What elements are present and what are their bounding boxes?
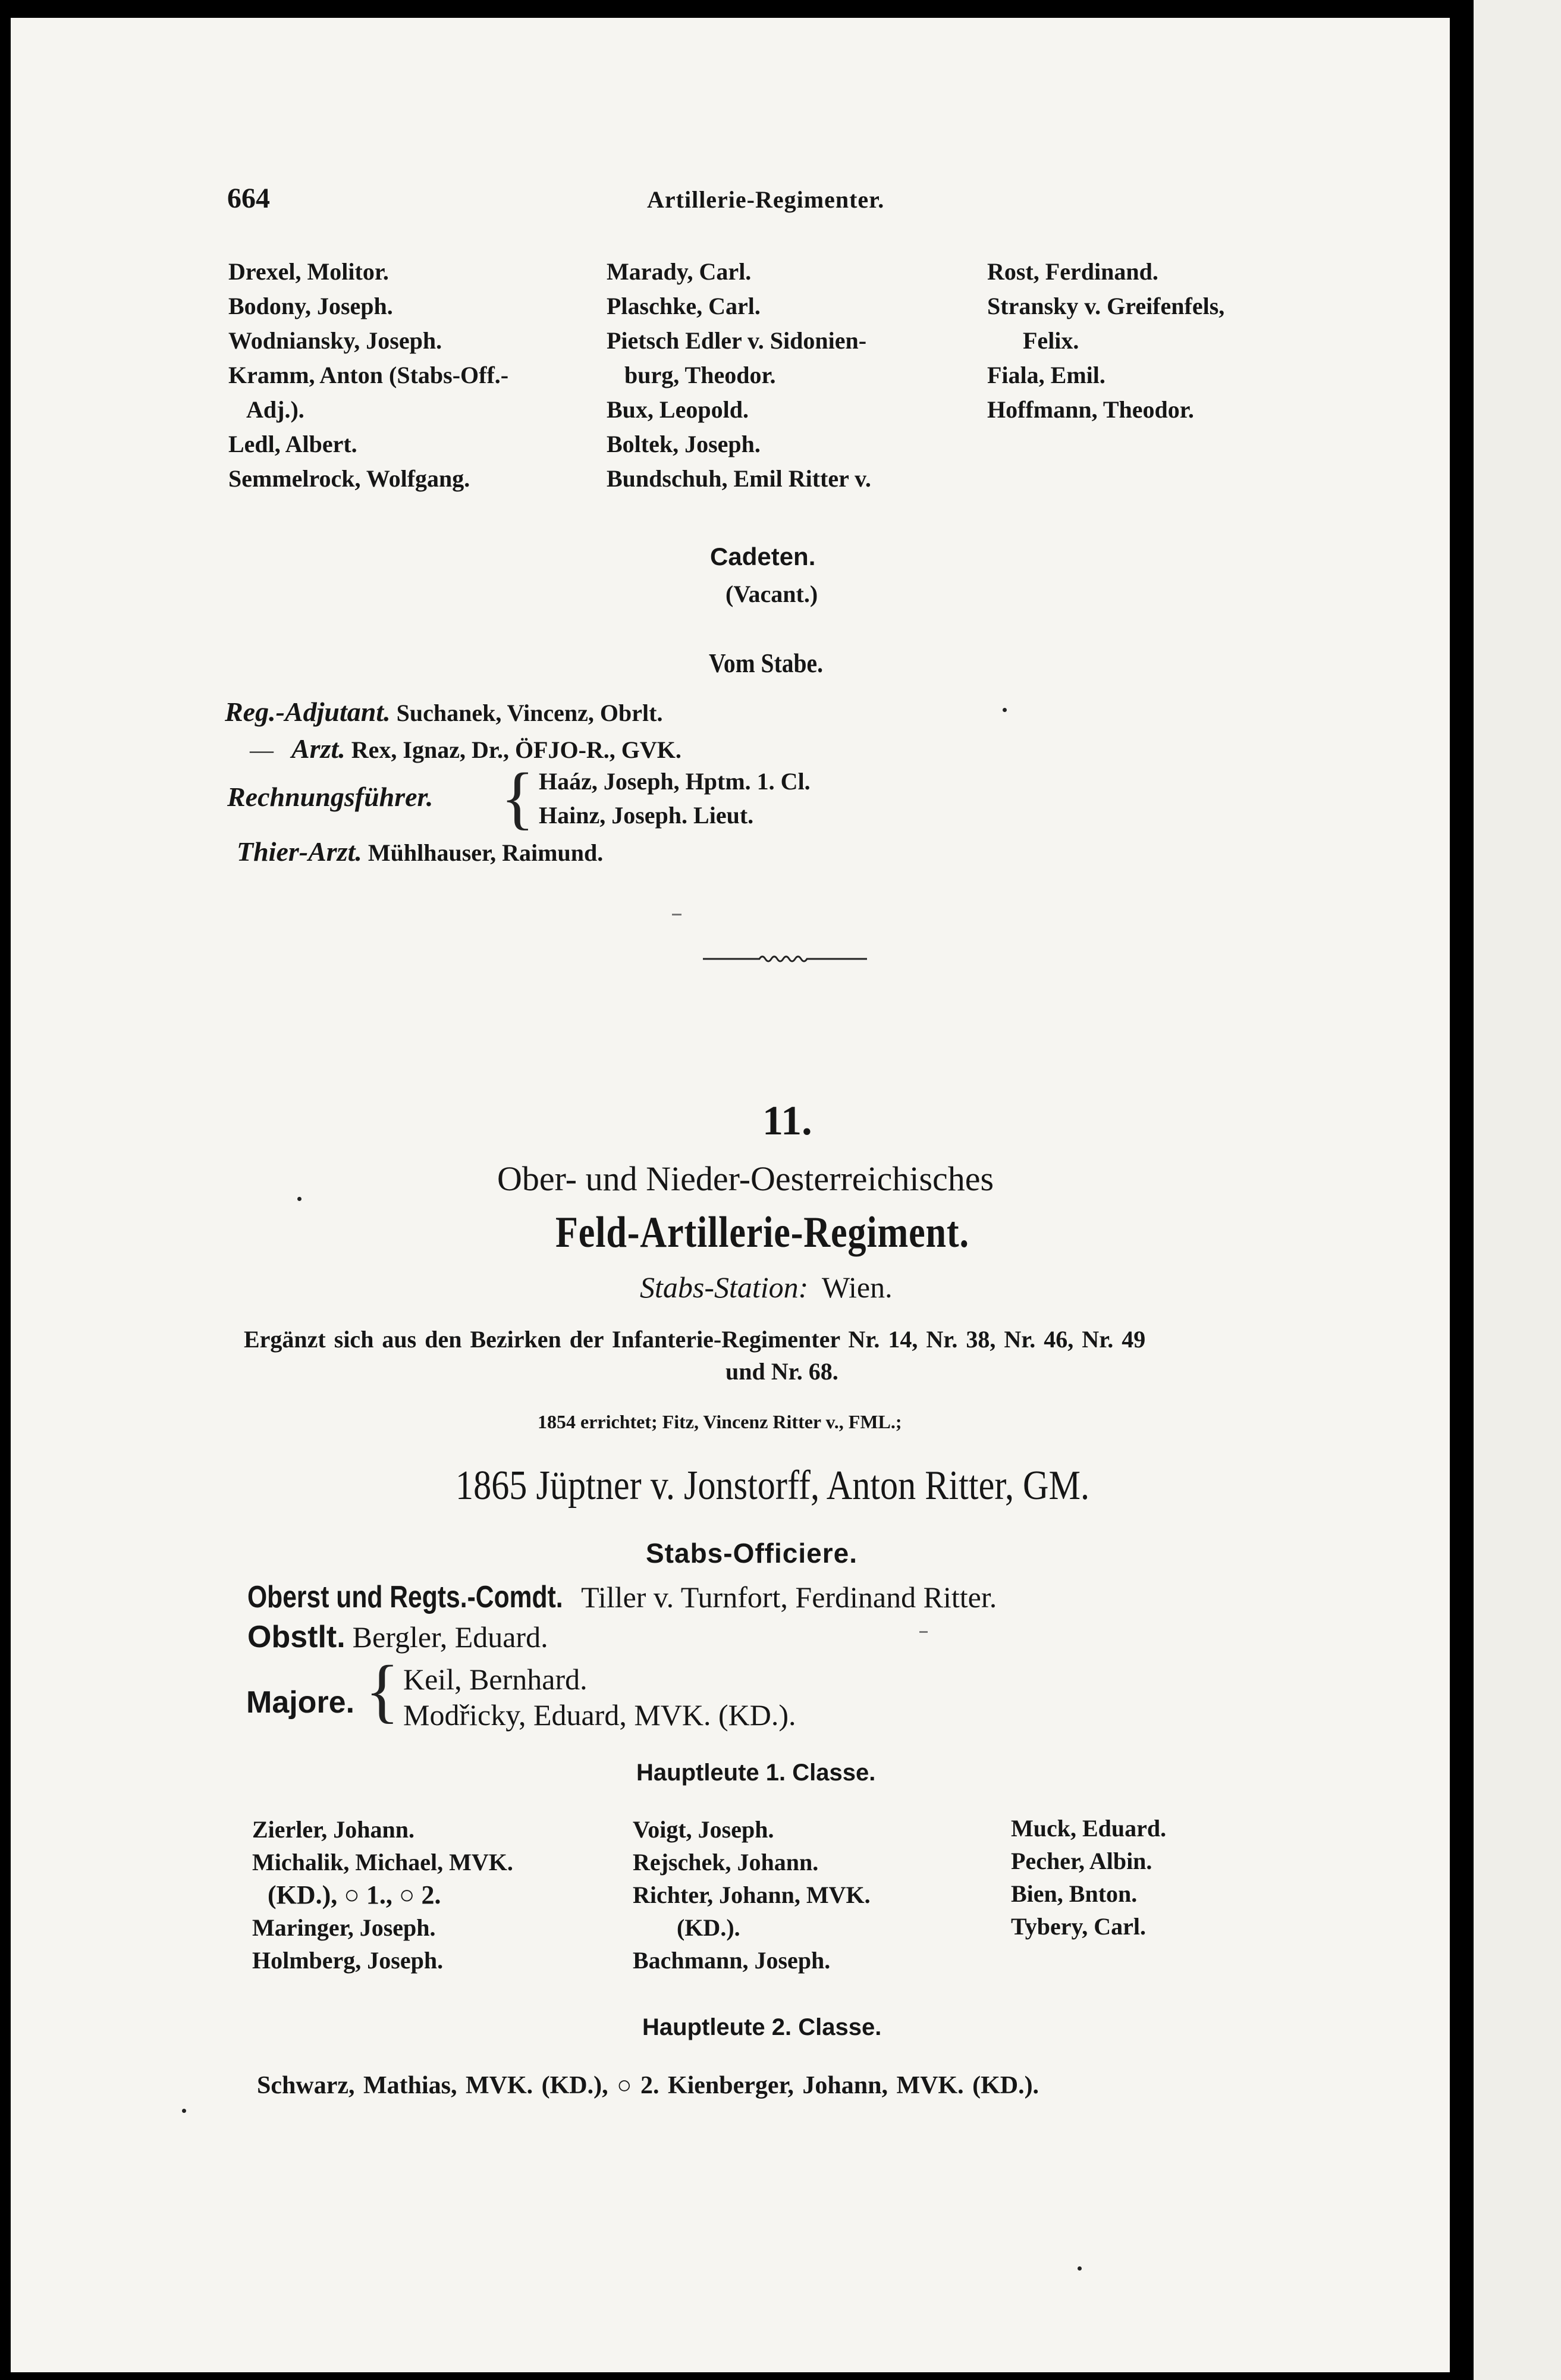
- list-item: Felix.: [1023, 327, 1079, 354]
- list-item: Semmelrock, Wolfgang.: [228, 465, 470, 492]
- recruitment-line: und Nr. 68.: [725, 1358, 838, 1385]
- brace: {: [365, 1651, 400, 1730]
- list-item: Muck, Eduard.: [1011, 1815, 1167, 1842]
- rechnungsfuehrer-name: Haáz, Joseph, Hptm. 1. Cl.: [539, 768, 811, 795]
- list-item: Richter, Johann, MVK.: [633, 1882, 871, 1908]
- page-number: 664: [227, 183, 270, 214]
- list-item: Kramm, Anton (Stabs-Off.-: [228, 362, 509, 388]
- founded-line: 1854 errichtet; Fitz, Vincenz Ritter v., FML.;: [538, 1411, 902, 1432]
- scan-speck: [297, 1197, 301, 1201]
- name-column-1: [228, 255, 508, 496]
- name-column-3: [987, 255, 1224, 427]
- list-item: (KD.).: [677, 1914, 740, 1941]
- ditto-dash: —: [250, 736, 274, 763]
- oberst-row: [247, 1579, 997, 1615]
- list-item: Marady, Carl.: [607, 258, 752, 285]
- scan-speck: [1003, 708, 1007, 712]
- list-item: Tybery, Carl.: [1011, 1913, 1147, 1940]
- list-item: Pecher, Albin.: [1011, 1848, 1152, 1874]
- list-item: Stransky v. Greifenfels,: [987, 293, 1225, 319]
- obstlt-label: Obstlt.: [247, 1620, 346, 1654]
- oberst-label: Oberst und Regts.-Comdt.: [247, 1580, 563, 1614]
- cadeten-value: (Vacant.): [725, 581, 818, 607]
- list-item: Michalik, Michael, MVK.: [252, 1849, 513, 1876]
- list-item: Bodony, Joseph.: [228, 293, 393, 319]
- list-item: burg, Theodor.: [624, 362, 776, 388]
- majore-name: Keil, Bernhard.: [403, 1663, 588, 1696]
- list-item: Zierler, Johann.: [252, 1816, 414, 1843]
- list-item: Pietsch Edler v. Sidonien-: [607, 327, 867, 354]
- regiment-title: Feld-Artillerie-Regiment.: [555, 1208, 969, 1257]
- oberst-name: Tiller v. Turnfort, Ferdinand Ritter.: [581, 1581, 997, 1614]
- list-item: Rost, Ferdinand.: [987, 258, 1158, 285]
- stabs-officiere-heading: Stabs-Officiere.: [646, 1538, 858, 1569]
- list-item: Fiala, Emil.: [987, 362, 1105, 388]
- regiment-number: 11.: [762, 1098, 812, 1144]
- list-item: Bundschuh, Emil Ritter v.: [607, 465, 871, 492]
- rechnungsfuehrer-label: Rechnungsführer.: [227, 782, 434, 812]
- hauptleute1-column-1: [252, 1813, 513, 1977]
- obstlt-name: Bergler, Eduard.: [352, 1620, 548, 1654]
- list-item: Bachmann, Joseph.: [633, 1947, 831, 1974]
- adjutant-label: Reg.-Adjutant.: [225, 697, 391, 727]
- arzt-label: Arzt.: [291, 733, 346, 764]
- cadeten-heading: Cadeten.: [710, 543, 816, 570]
- hauptleute1-column-2: [633, 1813, 871, 1977]
- list-item: Bien, Bnton.: [1011, 1880, 1138, 1907]
- adjutant-row: [225, 696, 662, 728]
- list-item: Wodniansky, Joseph.: [228, 327, 442, 354]
- hauptleute2-line: Schwarz, Mathias, MVK. (KD.), ○ 2. Kienberger, Johann, MVK. (KD.).: [257, 2072, 1039, 2099]
- list-item: Maringer, Joseph.: [252, 1914, 436, 1941]
- majore-label: Majore.: [246, 1685, 355, 1720]
- station-line: [640, 1270, 893, 1305]
- vom-stabe-heading: Vom Stabe.: [709, 648, 823, 678]
- hauptleute2-heading: Hauptleute 2. Classe.: [642, 2014, 882, 2040]
- list-item: Adj.).: [246, 396, 304, 423]
- list-item: (KD.), ○ 1., ○ 2.: [268, 1880, 441, 1909]
- scan-mark: [672, 914, 681, 915]
- list-item: Hoffmann, Theodor.: [987, 396, 1194, 423]
- rechnungsfuehrer-name: Hainz, Joseph. Lieut.: [539, 802, 754, 829]
- scan-mark: [919, 1631, 928, 1633]
- list-item: Rejschek, Johann.: [633, 1849, 819, 1876]
- arzt-name: Rex, Ignaz, Dr., ÖFJO-R., GVK.: [351, 736, 681, 763]
- list-item: Bux, Leopold.: [607, 396, 749, 423]
- adjutant-name: Suchanek, Vincenz, Obrlt.: [396, 700, 663, 726]
- scan-speck: [182, 2109, 186, 2113]
- list-item: Holmberg, Joseph.: [252, 1947, 444, 1974]
- running-title: Artillerie-Regimenter.: [647, 186, 885, 213]
- list-item: Ledl, Albert.: [228, 431, 357, 457]
- station-value: Wien.: [821, 1271, 893, 1304]
- name-column-2: [607, 255, 871, 496]
- hauptleute1-heading: Hauptleute 1. Classe.: [636, 1760, 876, 1786]
- list-item: Plaschke, Carl.: [607, 293, 761, 319]
- regiment-subtitle: Ober- und Nieder-Oesterreichisches: [497, 1159, 994, 1198]
- recruitment-line: Ergänzt sich aus den Bezirken der Infanterie-Regimenter Nr. 14, Nr. 38, Nr. 46, Nr. 49: [244, 1326, 1146, 1353]
- list-item: Boltek, Joseph.: [607, 431, 761, 457]
- scan-speck: [1078, 2266, 1082, 2271]
- station-label: Stabs-Station:: [640, 1271, 809, 1304]
- thierarzt-label: Thier-Arzt.: [237, 836, 362, 867]
- adjacent-page-edge: [1474, 0, 1561, 2380]
- thierarzt-name: Mühlhauser, Raimund.: [368, 839, 604, 866]
- majore-name: Modřicky, Eduard, MVK. (KD.).: [403, 1698, 796, 1732]
- brace: {: [501, 758, 535, 836]
- arzt-row: [250, 733, 681, 764]
- list-item: Drexel, Molitor.: [228, 258, 389, 285]
- obstlt-row: [247, 1619, 548, 1655]
- ornamental-divider: [703, 951, 867, 967]
- owner-line: 1865 Jüptner v. Jonstorff, Anton Ritter, GM.: [456, 1463, 1090, 1509]
- hauptleute1-column-3: [1011, 1812, 1166, 1943]
- list-item: Voigt, Joseph.: [633, 1816, 774, 1843]
- thierarzt-row: [237, 836, 603, 867]
